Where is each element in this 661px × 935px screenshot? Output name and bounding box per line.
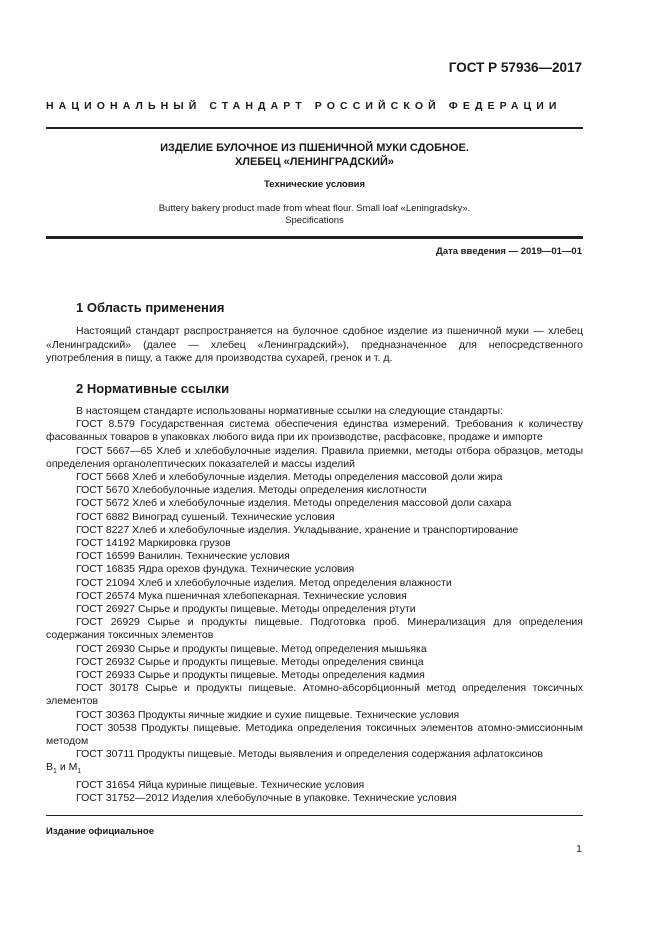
introduction-date: Дата введения — 2019—01—01 (436, 246, 582, 257)
page-number: 1 (576, 843, 582, 855)
product-title (46, 141, 583, 169)
reference-items (46, 418, 583, 761)
reference-item: ГОСТ 8.579 Государственная система обеспечения единства измерений. Требования к количеству фасованных товаров в упаковках любого вида при их производстве, расфасовке, продаже и импорте (46, 418, 583, 444)
reference-item: ГОСТ 8227 Хлеб и хлебобулочные изделия. Укладывание, хранение и транспортирование (76, 523, 519, 536)
english-title (46, 203, 583, 227)
reference-item: ГОСТ 30178 Сырье и продукты пищевые. Атомно-абсорбционный метод определения токсичных элементов (46, 682, 583, 708)
reference-item: ГОСТ 26574 Мука пшеничная хлебопекарная. Технические условия (76, 589, 407, 602)
reference-item: ГОСТ 30538 Продукты пищевые. Методика определения токсичных элементов атомно-эмиссионным методом (46, 721, 583, 748)
reference-item: ГОСТ 5668 Хлеб и хлебобулочные изделия. Методы определения массовой доли жира (76, 471, 503, 484)
reference-item: ГОСТ 31654 Яйца куриные пищевые. Технические условия (76, 778, 365, 791)
reference-aflatoxin-tail: $В_1$ и $М_1$ (46, 761, 82, 776)
reference-item: ГОСТ 26933 Сырье и продукты пищевые. Методы определения кадмия (76, 669, 425, 682)
reference-item: ГОСТ 26932 Сырье и продукты пищевые. Методы определения свинца (76, 655, 424, 668)
standard-title: НАЦИОНАЛЬНЫЙ СТАНДАРТ РОССИЙСКОЙ ФЕДЕРАЦИИ (46, 100, 562, 112)
section-1-text (46, 325, 583, 366)
divider (46, 127, 583, 129)
reference-item: ГОСТ 30711 Продукты пищевые. Методы выявления и определения содержания афлатоксинов (76, 748, 543, 761)
reference-item: ГОСТ 5670 Хлебобулочные изделия. Методы определения кислотности (76, 484, 427, 497)
reference-item: ГОСТ 21094 Хлеб и хлебобулочные изделия. Метод определения влажности (76, 576, 452, 589)
references-list (46, 405, 583, 805)
english-title-line2: Specifications (285, 215, 344, 226)
reference-item: ГОСТ 16599 Ванилин. Технические условия (76, 550, 290, 563)
reference-item: ГОСТ 16835 Ядра орехов фундука. Технические условия (76, 563, 355, 576)
product-title-line1: ИЗДЕЛИЕ БУЛОЧНОЕ ИЗ ПШЕНИЧНОЙ МУКИ СДОБНОЕ. (160, 142, 469, 154)
section-2-heading: 2 Нормативные ссылки (76, 381, 230, 396)
english-title-line1: Buttery bakery product made from wheat flour. Small loaf «Leningradsky». (158, 203, 471, 214)
section-1-heading: 1 Область применения (76, 300, 225, 315)
reference-item: ГОСТ 30363 Продукты яичные жидкие и сухие пищевые. Технические условия (76, 708, 460, 721)
reference-item: ГОСТ 5672 Хлеб и хлебобулочные изделия. Методы определения массовой доли сахара (76, 497, 512, 510)
reference-item: ГОСТ 5667—65 Хлеб и хлебобулочные изделия. Правила приемки, методы отбора образцов, методы определения органолептических показателей и массы изделий (46, 444, 583, 470)
reference-item: ГОСТ 26929 Сырье и продукты пищевые. Подготовка проб. Минерализация для определения содержания токсичных элементов (46, 616, 583, 642)
thick-divider (46, 236, 583, 239)
doc-number: ГОСТ Р 57936—2017 (448, 60, 582, 75)
product-title-line2: ХЛЕБЕЦ «ЛЕНИНГРАДСКИЙ» (234, 156, 395, 168)
reference-item: ГОСТ 26927 Сырье и продукты пищевые. Методы определения ртути (76, 603, 416, 616)
reference-items-tail (46, 779, 583, 805)
product-subtitle: Технические условия (263, 179, 366, 190)
references-intro: В настоящем стандарте использованы нормативные ссылки на следующие стандарты: (76, 405, 503, 417)
section-1-body: Настоящий стандарт распространяется на булочное сдобное изделие из пшеничной муки — хлебец «Ленинградский» (далее — хлебец «Ленинградский»), предназначенное для непосредственного употребления в пищу, а также для производства сухарей, гренок и т. д. (46, 325, 583, 364)
reference-item: ГОСТ 26930 Сырье и продукты пищевые. Метод определения мышьяка (76, 642, 427, 655)
reference-item: ГОСТ 6882 Виноград сушеный. Технические условия (76, 510, 335, 523)
reference-item: ГОСТ 14192 Маркировка грузов (76, 537, 231, 550)
official-edition: Издание официальное (46, 826, 154, 837)
reference-item: ГОСТ 31752—2012 Изделия хлебобулочные в упаковке. Технические условия (76, 791, 457, 804)
footer-divider (46, 815, 583, 816)
